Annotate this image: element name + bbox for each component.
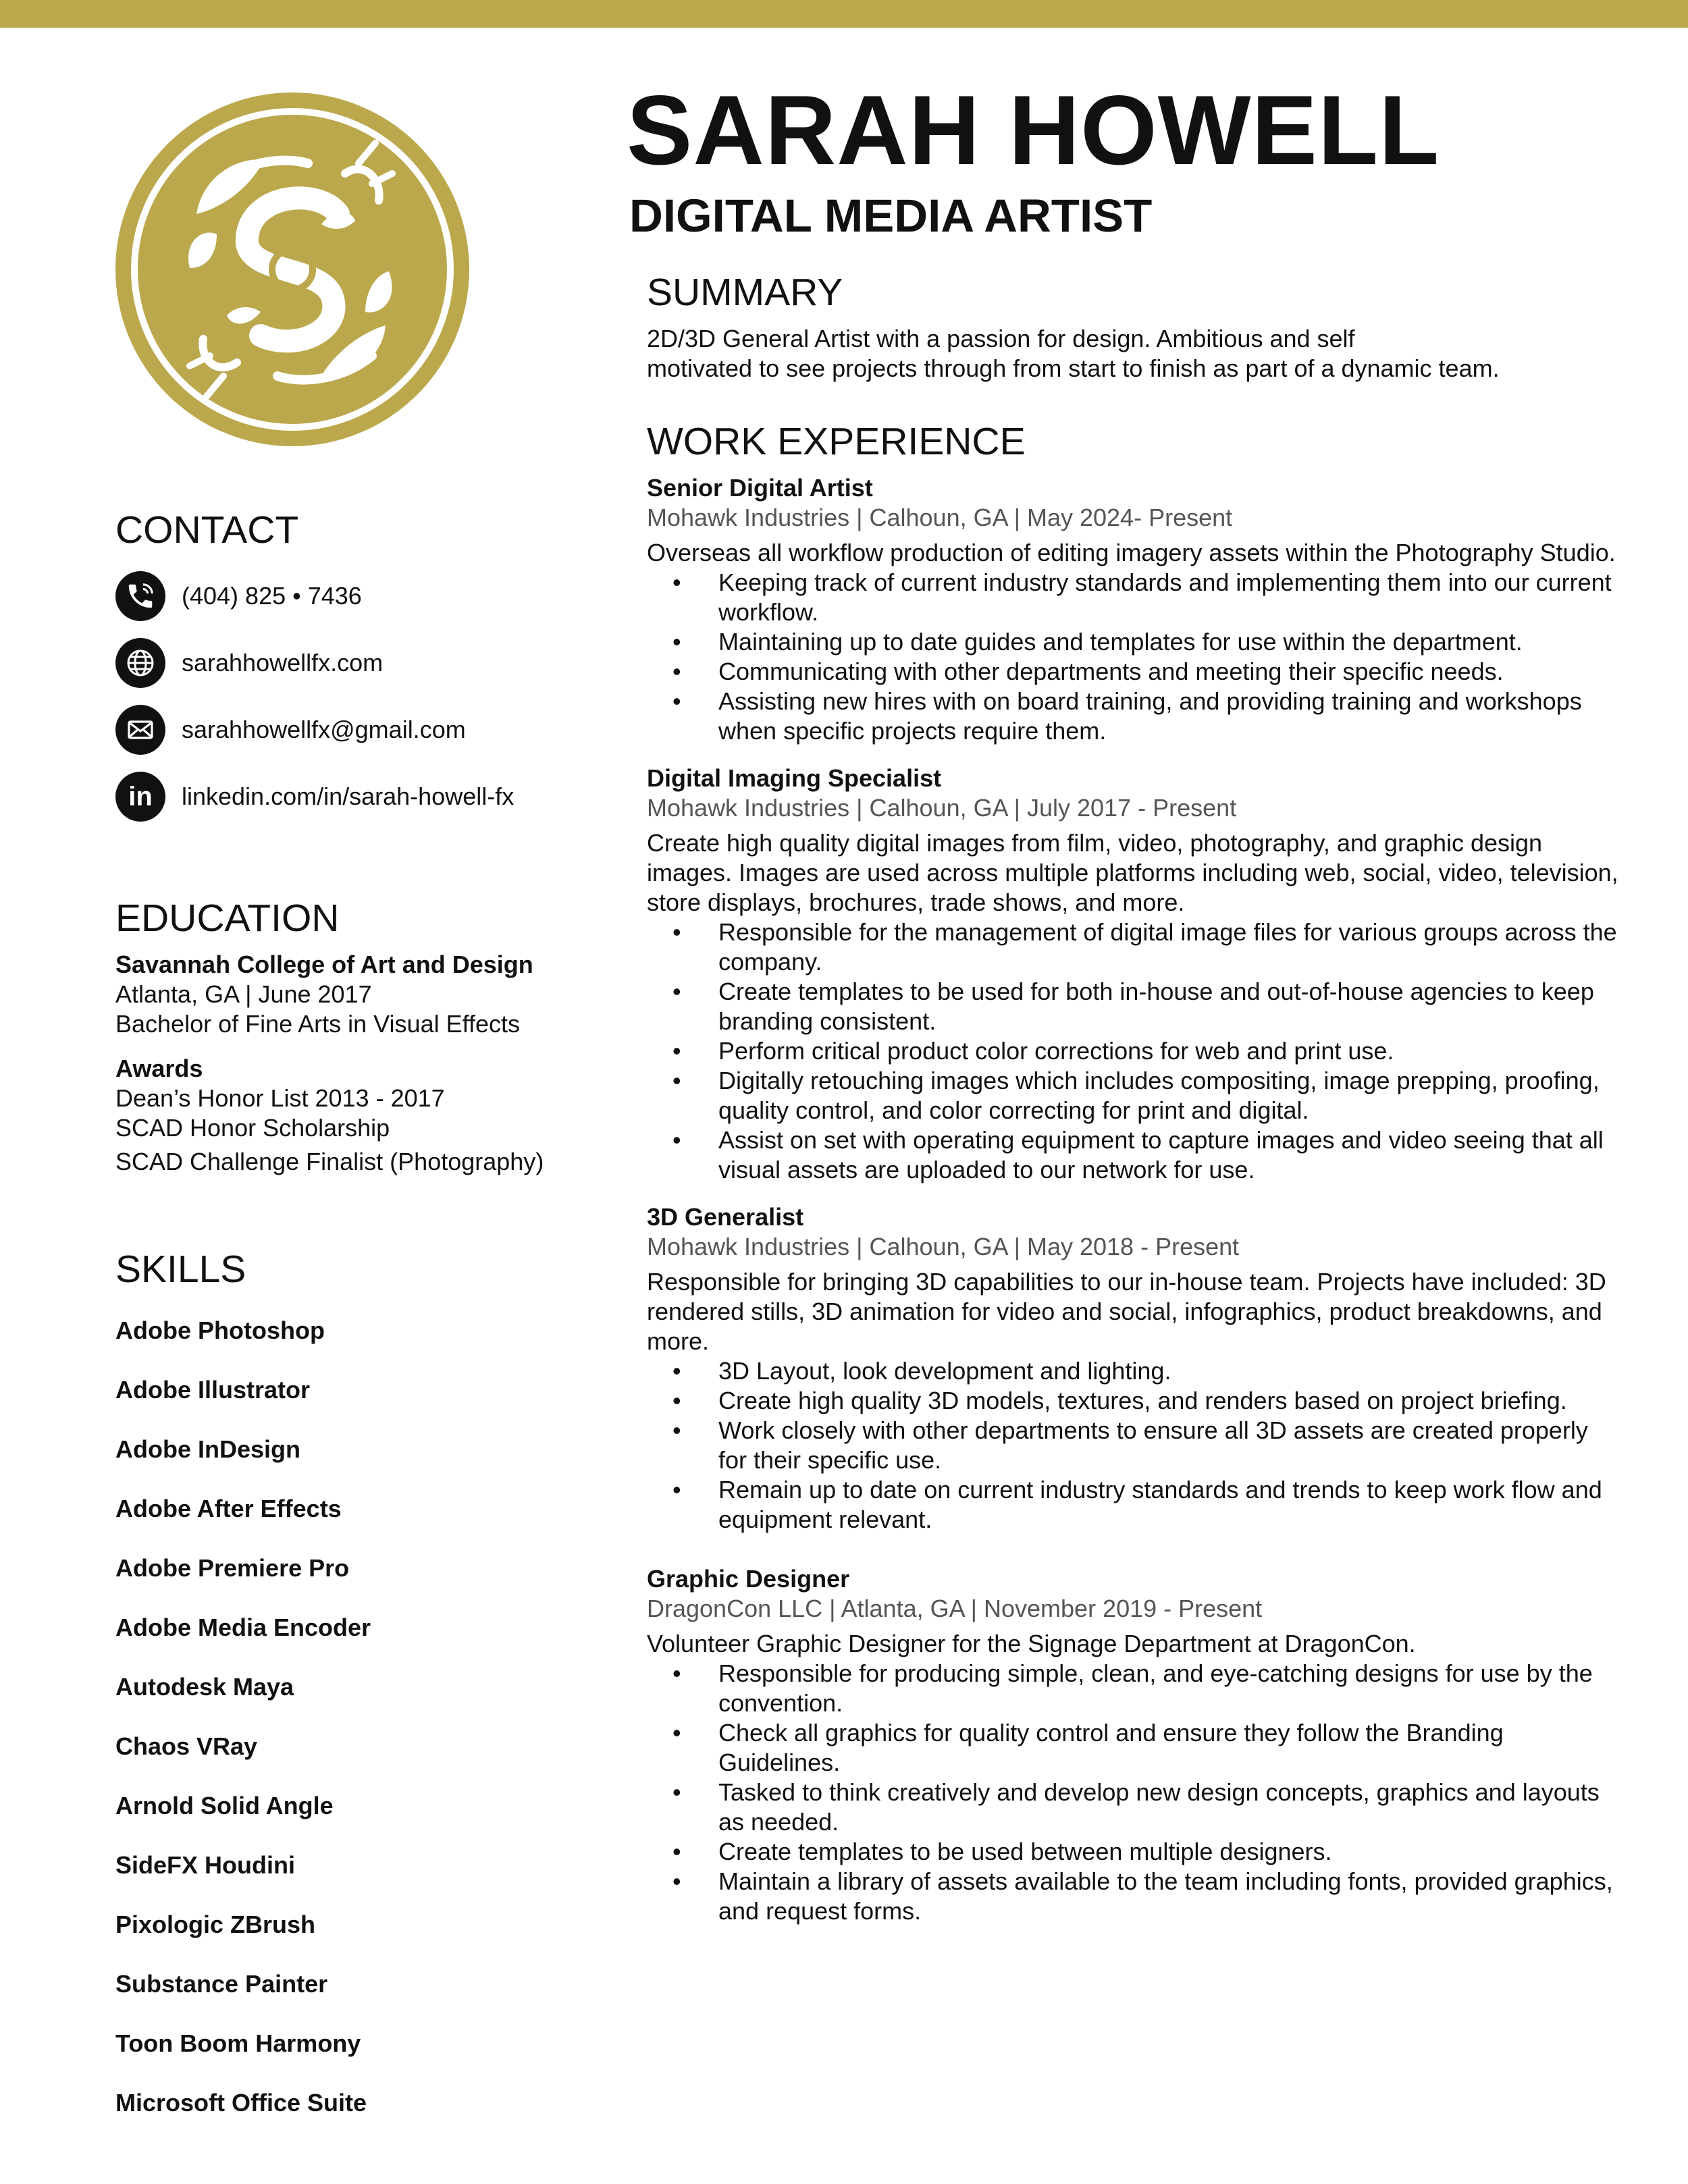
job-title: Digital Imaging Specialist [647, 764, 942, 792]
job-title: Senior Digital Artist [647, 474, 873, 502]
applicant-title: DIGITAL MEDIA ARTIST [629, 190, 1153, 242]
education-degree: Bachelor of Fine Arts in Visual Effects [115, 1010, 520, 1038]
award-item: SCAD Honor Scholarship [115, 1114, 390, 1142]
skills-section [115, 1250, 588, 2148]
job-entry [647, 764, 1619, 1185]
job-description: Responsible for bringing 3D capabilities to our in-house team. Projects have included: 3D rendered stills, 3D animation for video and social, infographics, product breakdowns, and more. [647, 1268, 1606, 1355]
contact-phone-text: (404) 825 • 7436 [182, 582, 362, 610]
job-bullet: • Communicating with other departments and meeting their specific needs. [647, 657, 1619, 687]
job-meta: Mohawk Industries | Calhoun, GA | May 2024- Present [647, 504, 1233, 531]
summary-line: 2D/3D General Artist with a passion for design. Ambitious and self [647, 325, 1355, 352]
job-entry [647, 1564, 1619, 1926]
skill-item: Adobe After Effects [115, 1495, 342, 1522]
job-bullet: • Remain up to date on current industry standards and trends to keep work flow and equipment relevant. [647, 1475, 1619, 1535]
work-experience-heading: WORK EXPERIENCE [647, 420, 1026, 463]
skill-item: Adobe Media Encoder [115, 1614, 371, 1641]
job-description: Overseas all workflow production of editing imagery assets within the Photography Studio. [647, 539, 1616, 566]
skill-item: Adobe Premiere Pro [115, 1554, 350, 1582]
accent-top-bar [0, 0, 1688, 28]
summary-section [647, 273, 1619, 383]
job-entry [647, 473, 1619, 746]
education-heading: EDUCATION [115, 897, 340, 940]
job-entry [647, 1202, 1619, 1535]
contact-heading: CONTACT [115, 508, 299, 552]
linkedin-icon: in [115, 772, 165, 822]
job-bullet: • Perform critical product color corrections for web and print use. [647, 1036, 1619, 1066]
job-bullet: • Work closely with other departments to ensure all 3D assets are created properly for their specific use. [647, 1416, 1619, 1475]
education-school: Savannah College of Art and Design [115, 951, 533, 978]
job-bullet: • Check all graphics for quality control and ensure they follow the Branding Guidelines. [647, 1718, 1619, 1778]
skill-item: Arnold Solid Angle [115, 1792, 334, 1819]
work-experience-section [647, 420, 1619, 1926]
contact-linkedin-text: linkedin.com/in/sarah-howell-fx [182, 782, 515, 810]
job-bullets [647, 1356, 1619, 1535]
skill-item: Autodesk Maya [115, 1673, 294, 1701]
job-bullets [647, 917, 1619, 1185]
contact-website[interactable] [115, 639, 588, 687]
job-bullets [647, 1659, 1619, 1926]
job-bullet: • Digitally retouching images which includes compositing, image prepping, proofing, quality control, and color correcting for print and digital. [647, 1066, 1619, 1125]
education-location: Atlanta, GA | June 2017 [115, 980, 372, 1008]
skills-heading: SKILLS [115, 1248, 246, 1291]
phone-icon [115, 571, 165, 621]
monogram-s-logo-icon [115, 92, 469, 446]
skill-item: SideFX Houdini [115, 1851, 295, 1879]
award-item: Dean’s Honor List 2013 - 2017 [115, 1084, 445, 1112]
job-title: 3D Generalist [647, 1203, 804, 1231]
skill-item: Toon Boom Harmony [115, 2029, 361, 2057]
job-bullet: • Create high quality 3D models, textures, and renders based on project briefing. [647, 1386, 1619, 1416]
skill-item: Adobe InDesign [115, 1435, 301, 1463]
skill-item: Chaos VRay [115, 1732, 258, 1760]
education-section [115, 899, 588, 1177]
contact-linkedin[interactable] [115, 773, 588, 820]
contact-website-text: sarahhowellfx.com [182, 649, 384, 676]
job-bullet: • 3D Layout, look development and lighting. [647, 1356, 1619, 1386]
job-bullet: • Assist on set with operating equipment to capture images and video seeing that all visual assets are uploaded to our network for use. [647, 1125, 1619, 1185]
skill-item: Substance Painter [115, 1970, 328, 1998]
job-bullet: • Responsible for the management of digital image files for various groups across the company. [647, 917, 1619, 977]
job-bullet: • Create templates to be used between multiple designers. [647, 1837, 1619, 1867]
awards-heading: Awards [115, 1055, 203, 1082]
job-description: Create high quality digital images from film, video, photography, and graphic design images. Images are used across multiple platforms including web, social, video, television, store displays, brochures, trade shows, and more. [647, 829, 1618, 916]
job-meta: DragonCon LLC | Atlanta, GA | November 2019 - Present [647, 1595, 1263, 1622]
award-item: SCAD Challenge Finalist (Photography) [115, 1148, 544, 1175]
skill-item: Microsoft Office Suite [115, 2089, 367, 2116]
globe-icon [115, 638, 165, 688]
contact-section [115, 508, 588, 840]
skill-item: Adobe Photoshop [115, 1316, 325, 1344]
job-bullet: • Assisting new hires with on board training, and providing training and workshops when specific projects require them. [647, 687, 1619, 746]
contact-email[interactable] [115, 706, 588, 753]
job-bullet: • Tasked to think creatively and develop new design concepts, graphics and layouts as needed. [647, 1778, 1619, 1837]
summary-line: motivated to see projects through from start to finish as part of a dynamic team. [647, 354, 1500, 382]
job-bullet: • Keeping track of current industry standards and implementing them into our current workflow. [647, 568, 1619, 627]
job-bullet: • Responsible for producing simple, clean, and eye-catching designs for use by the convention. [647, 1659, 1619, 1718]
contact-email-text: sarahhowellfx@gmail.com [182, 716, 466, 743]
applicant-name: SARAH HOWELL [627, 75, 1440, 185]
main-column [647, 273, 1619, 1944]
contact-phone[interactable] [115, 572, 588, 620]
job-meta: Mohawk Industries | Calhoun, GA | July 2017 - Present [647, 794, 1237, 822]
job-meta: Mohawk Industries | Calhoun, GA | May 2018 - Present [647, 1233, 1240, 1260]
skill-item: Pixologic ZBrush [115, 1911, 316, 1938]
summary-heading: SUMMARY [647, 271, 843, 314]
job-bullet: • Maintain a library of assets available to the team including fonts, provided graphics, and request forms. [647, 1867, 1619, 1926]
skill-item: Adobe Illustrator [115, 1376, 311, 1404]
job-bullets [647, 568, 1619, 746]
job-title: Graphic Designer [647, 1565, 850, 1593]
job-bullet: • Maintaining up to date guides and templates for use within the department. [647, 627, 1619, 657]
email-icon [115, 705, 165, 755]
job-description: Volunteer Graphic Designer for the Signage Department at DragonCon. [647, 1630, 1416, 1657]
job-bullet: • Create templates to be used for both in-house and out-of-house agencies to keep branding consistent. [647, 977, 1619, 1036]
